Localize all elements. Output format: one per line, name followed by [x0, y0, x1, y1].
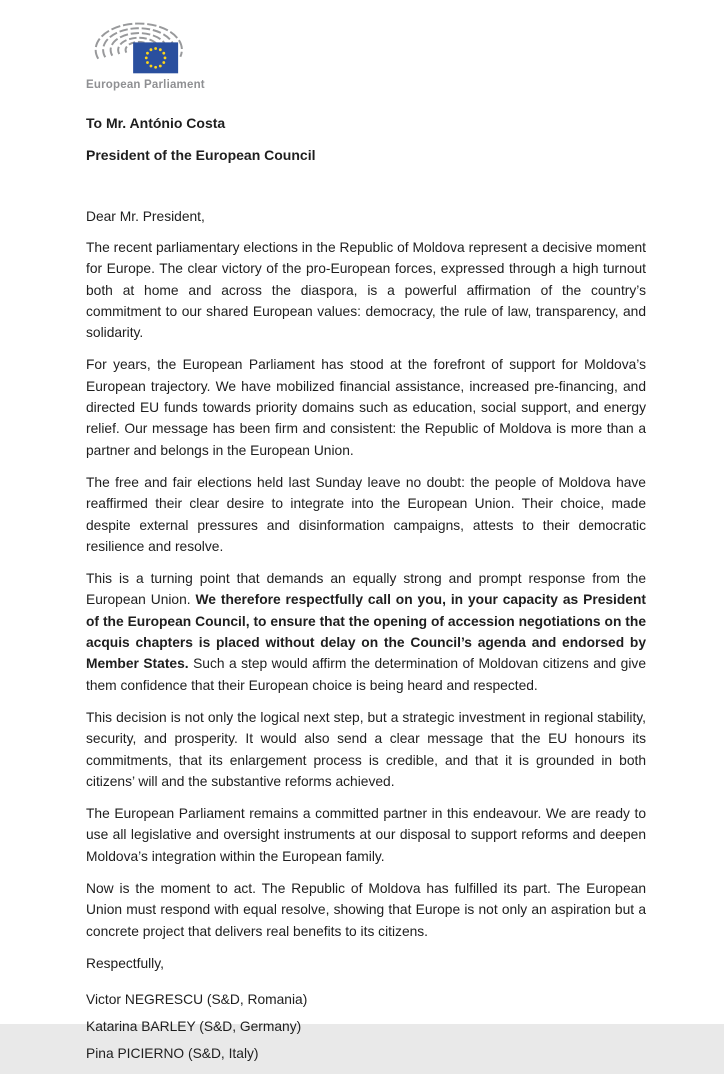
letter-body [86, 237, 646, 942]
letter-paragraph: For years, the European Parliament has stood at the forefront of support for Moldova’s European trajectory. We have mobilized financial assistance, increased pre-financing, and directed EU funds towards priority domains such as education, social support, and energy relief. Our message has been firm and consistent: the Republic of Moldova is more than a partner and belongs in the European Union. [86, 357, 646, 458]
signatory: Katarina BARLEY (S&D, Germany) [86, 1018, 302, 1034]
logo-caption: European Parliament [86, 79, 205, 91]
letter-paragraph: This decision is not only the logical next step, but a strategic investment in regional stability, security, and prosperity. It would also send a clear message that the EU honours its commitments, that its enlargement process is credible, and that it is grounded in both citizens’ will and the substantive reforms achieved. [86, 709, 646, 789]
european-parliament-logo [86, 18, 205, 91]
letter-paragraph: The recent parliamentary elections in the Republic of Moldova represent a decisive moment for Europe. The clear victory of the pro-European forces, expressed through a high turnout both at home and across the diaspora, is a powerful affirmation of the country’s commitment to our shared European values: democracy, the rule of law, transparency, and solidarity. [86, 240, 646, 341]
signatory: Pina PICIERNO (S&D, Italy) [86, 1045, 259, 1061]
recipient-name: To Mr. António Costa [86, 115, 226, 131]
letter-paragraph: Now is the moment to act. The Republic of Moldova has fulfilled its part. The European Union must respond with equal resolve, showing that Europe is not only an aspiration but a concrete project that delivers real benefits to its citizens. [86, 881, 646, 939]
letter-paragraph: This is a turning point that demands an equally strong and prompt response from the European Union. We therefore respectfully call on you, in your capacity as President of the European Council, to ensure that the opening of accession negotiations on the acquis chapters is placed without delay on the Council’s agenda and endorsed by Member States. Such a step would affirm the determination of Moldovan citizens and give them confidence that their European choice is being heard and respected. [86, 571, 646, 693]
letter-paragraph: The European Parliament remains a committed partner in this endeavour. We are ready to use all legislative and oversight instruments at our disposal to support reforms and deepen Moldova’s integration within the European family. [86, 806, 646, 864]
ep-hemicycle-icon [86, 18, 184, 78]
letter-content [86, 0, 646, 1074]
recipient-title: President of the European Council [86, 147, 316, 163]
signature-block [86, 993, 646, 1061]
letter-paragraph: The free and fair elections held last Sunday leave no doubt: the people of Moldova have reaffirmed their clear desire to integrate into the European Union. Their choice, made despite external pressures and disinformation campaigns, attests to their democratic resilience and resolve. [86, 474, 646, 554]
signatory: Victor NEGRESCU (S&D, Romania) [86, 991, 308, 1007]
salutation: Dear Mr. President, [86, 209, 205, 224]
closing: Respectfully, [86, 955, 164, 971]
eu-flag-icon [133, 42, 178, 73]
